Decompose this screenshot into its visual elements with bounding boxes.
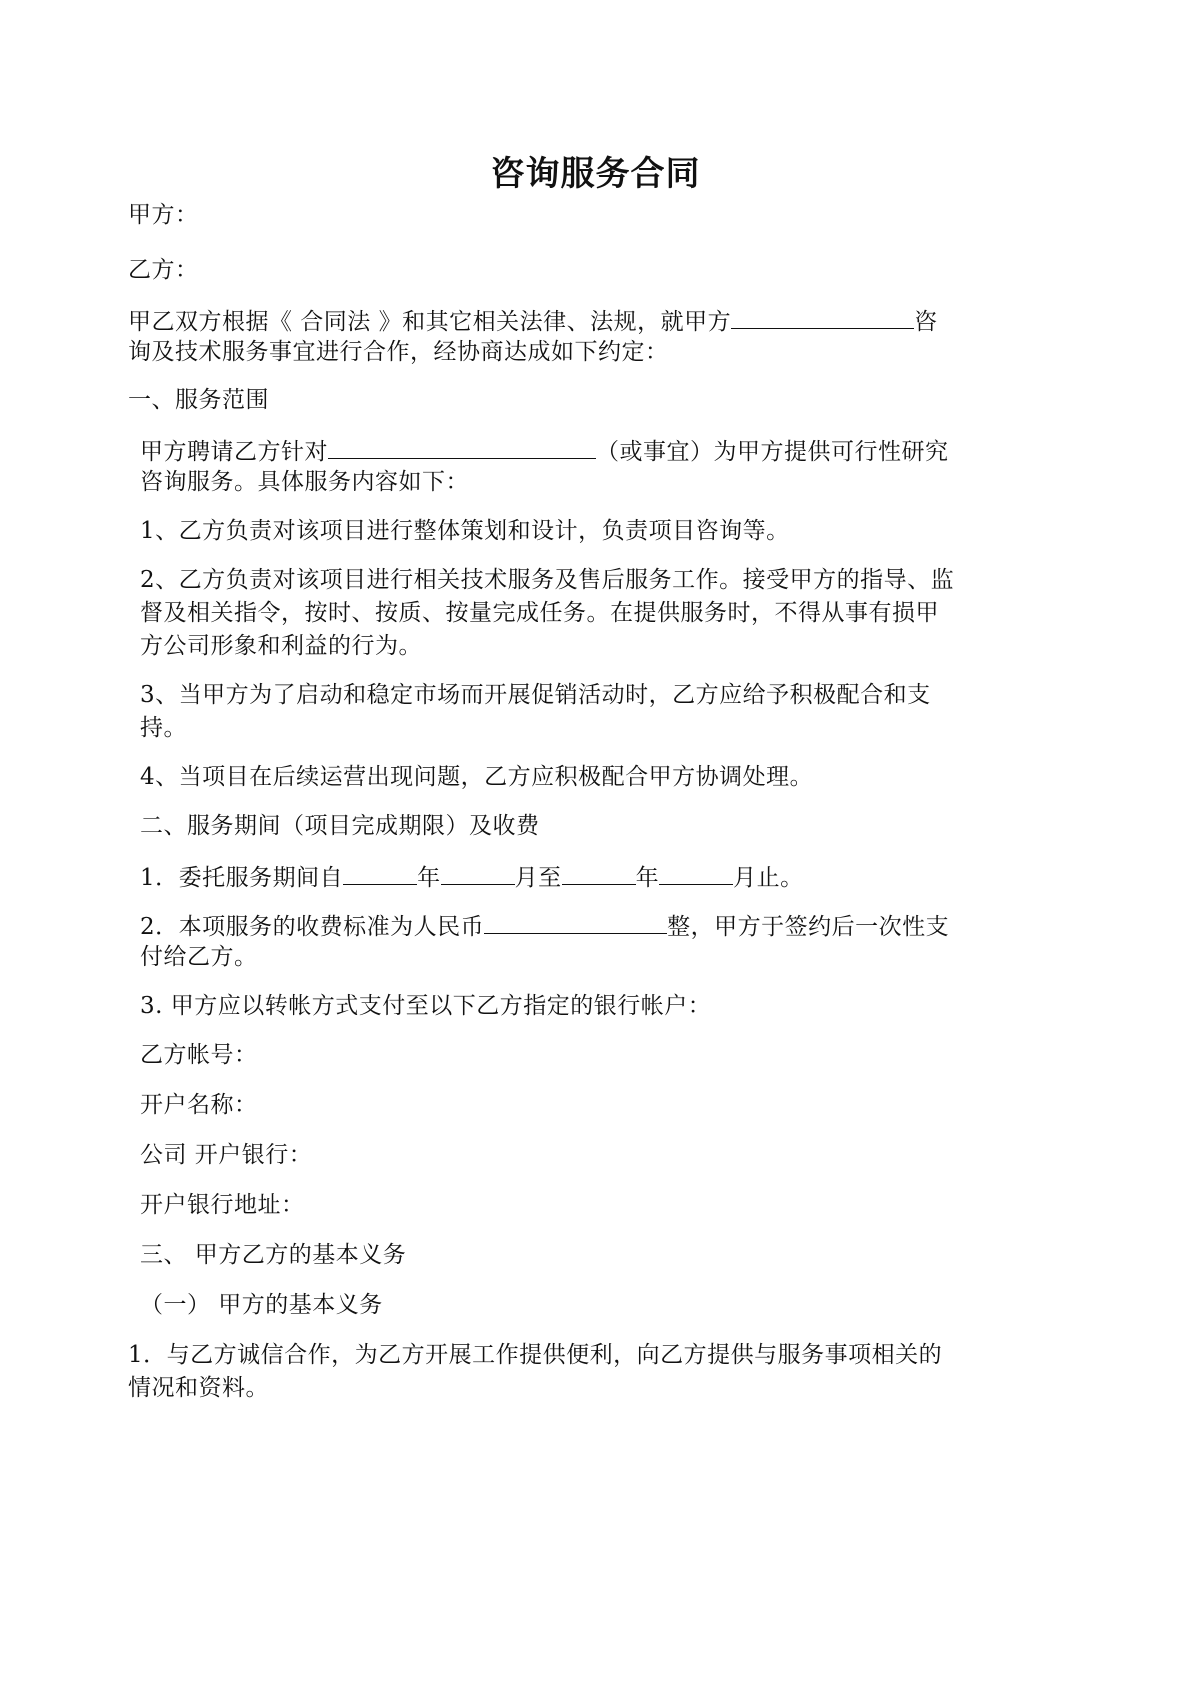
- party-a-label: 甲方：: [128, 202, 199, 228]
- scope-item-3-line-2: 持。: [140, 715, 187, 741]
- scope-item-4: 4、当项目在后续运营出现问题，乙方应积极配合甲方协调处理。: [140, 764, 814, 790]
- scope-item-2-line-2: 督及相关指令，按时、按质、按量完成任务。在提供服务时，不得从事有损甲: [140, 600, 939, 626]
- party-b-label: 乙方：: [128, 257, 199, 283]
- scope-text-end: （或事宜）为甲方提供可行性研究: [596, 439, 949, 465]
- scope-item-2-line-1: 2、乙方负责对该项目进行相关技术服务及售后服务工作。接受甲方的指导、监: [140, 567, 955, 593]
- account-name-label: 开户名称：: [140, 1092, 258, 1118]
- section3-sub-heading: （一） 甲方的基本义务: [140, 1292, 383, 1318]
- fee-line-1: [140, 907, 949, 945]
- scope-line-2: 咨询服务。具体服务内容如下：: [140, 469, 469, 495]
- intro-text-end: 咨: [914, 309, 938, 335]
- document-title: 咨询服务合同: [490, 154, 701, 194]
- intro-text: 甲乙双方根据《 合同法 》和其它相关法律、法规，就甲方: [128, 309, 732, 335]
- fee-text-end: 整，甲方于签约后一次性支: [667, 914, 950, 940]
- period-prefix: 1．委托服务期间自: [140, 865, 344, 891]
- fee-blank: [484, 907, 667, 934]
- end-year-blank: [562, 858, 636, 885]
- bank-address-label: 开户银行地址：: [140, 1192, 305, 1218]
- scope-item-2-line-3: 方公司形象和利益的行为。: [140, 633, 422, 659]
- period-year-2: 年: [635, 865, 660, 891]
- scope-item-3-line-1: 3、当甲方为了启动和稳定市场而开展促销活动时，乙方应给予积极配合和支: [140, 682, 931, 708]
- fee-line-2: 付给乙方。: [140, 944, 258, 970]
- section1-heading: 一、服务范围: [128, 387, 269, 413]
- section2-heading: 二、服务期间（项目完成期限）及收费: [140, 813, 540, 839]
- scope-blank: [328, 432, 596, 459]
- start-year-blank: [343, 858, 417, 885]
- section3-heading: 三、 甲方乙方的基本义务: [140, 1242, 407, 1268]
- bank-label: 公司 开户银行：: [140, 1142, 313, 1168]
- period-year-1: 年: [417, 865, 441, 891]
- service-period-line: [140, 858, 804, 896]
- start-month-blank: [441, 858, 515, 885]
- period-month-2: 月止。: [733, 865, 804, 891]
- payment-method: 3. 甲方应以转帐方式支付至以下乙方指定的银行帐户：: [140, 993, 712, 1019]
- intro-blank: [731, 302, 914, 329]
- intro-line-2: 询及技术服务事宜进行合作，经协商达成如下约定：: [128, 339, 669, 365]
- fee-text: 2．本项服务的收费标准为人民币: [140, 914, 485, 940]
- end-month-blank: [659, 858, 733, 885]
- obligation-item-1-line-1: 1．与乙方诚信合作，为乙方开展工作提供便利，向乙方提供与服务事项相关的: [128, 1342, 943, 1368]
- scope-item-1: 1、乙方负责对该项目进行整体策划和设计，负责项目咨询等。: [140, 518, 790, 544]
- period-month-1: 月至: [514, 865, 562, 891]
- scope-text: 甲方聘请乙方针对: [140, 439, 328, 465]
- account-number-label: 乙方帐号：: [140, 1042, 258, 1068]
- obligation-item-1-line-2: 情况和资料。: [128, 1375, 269, 1401]
